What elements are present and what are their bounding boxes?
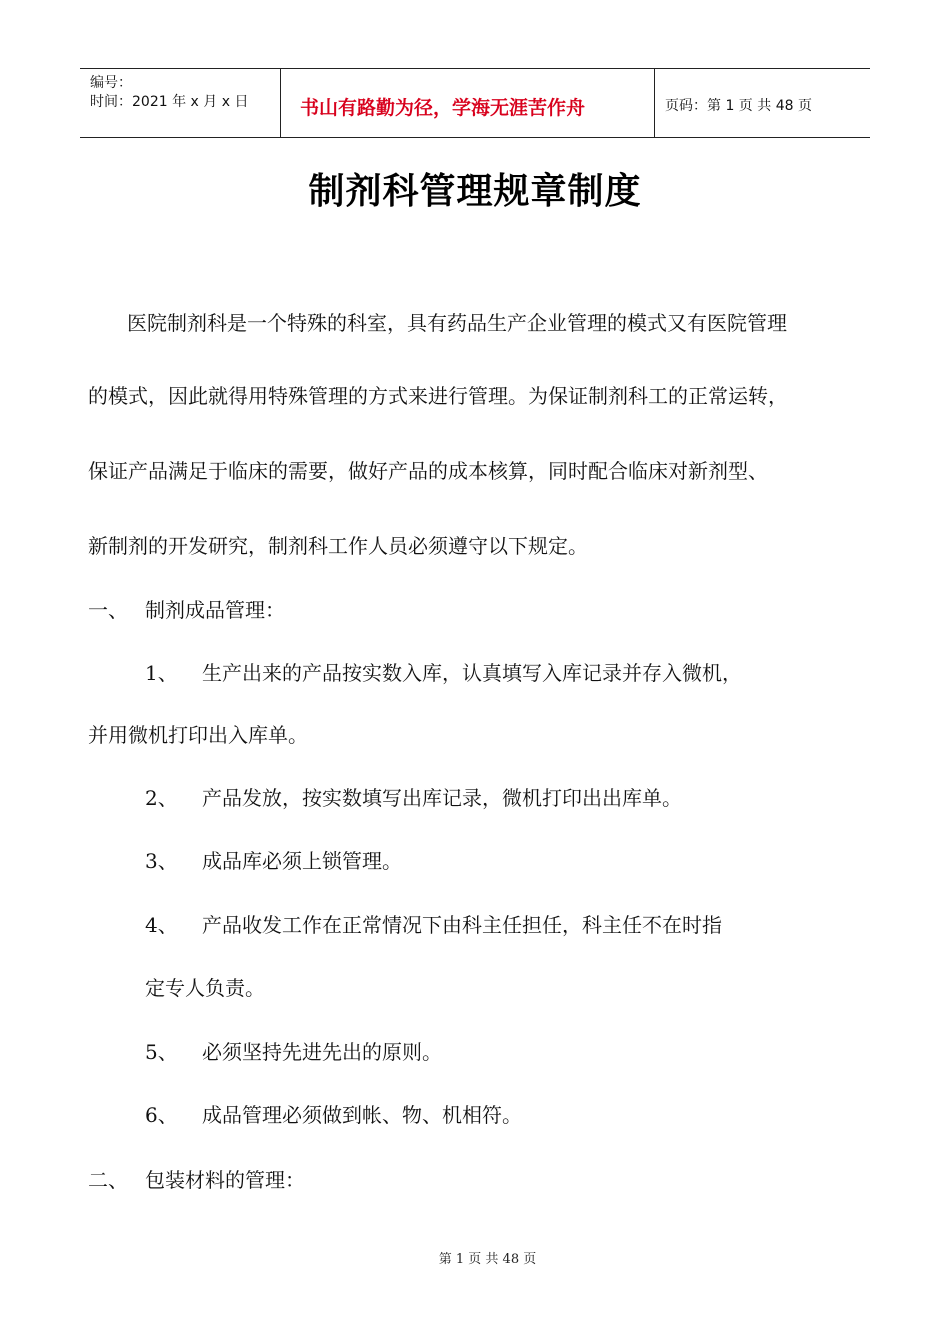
- paragraph-line: 新制剂的开发研究，制剂科工作人员必须遵守以下规定。: [88, 534, 588, 558]
- paragraph-line: 医院制剂科是一个特殊的科室，具有药品生产企业管理的模式又有医院管理: [127, 311, 787, 335]
- list-item-number: 3、: [145, 849, 178, 873]
- header-motto: 书山有路勤为径，学海无涯苦作舟: [300, 97, 586, 119]
- list-item-text: 产品发放，按实数填写出库记录，微机打印出出库单。: [202, 786, 682, 810]
- document-header: [80, 68, 870, 138]
- document-date-label: 时间：2021 年 x 月 x 日: [90, 94, 249, 110]
- list-item-text: 产品收发工作在正常情况下由科主任担任，科主任不在时指: [202, 913, 722, 937]
- section-number: 二、: [88, 1168, 128, 1192]
- document-title: 制剂科管理规章制度: [308, 171, 642, 212]
- list-item-number: 4、: [145, 913, 178, 937]
- list-item-number: 5、: [145, 1040, 178, 1064]
- paragraph-line: 保证产品满足于临床的需要，做好产品的成本核算，同时配合临床对新剂型、: [88, 459, 768, 483]
- section-number: 一、: [88, 598, 128, 622]
- section-title: 包装材料的管理：: [145, 1168, 305, 1192]
- list-item-continuation: 并用微机打印出入库单。: [88, 723, 308, 747]
- header-page-cell: [655, 69, 870, 137]
- list-item-text: 必须坚持先进先出的原则。: [202, 1040, 442, 1064]
- document-number-label: 编号：: [90, 75, 132, 91]
- list-item-continuation: 定专人负责。: [145, 976, 265, 1000]
- list-item-text: 成品库必须上锁管理。: [202, 849, 402, 873]
- header-meta-cell: [80, 69, 281, 137]
- page-footer: 第 1 页 共 48 页: [438, 1252, 537, 1267]
- list-item-text: 生产出来的产品按实数入库，认真填写入库记录并存入微机，: [202, 661, 742, 685]
- list-item-number: 6、: [145, 1103, 178, 1127]
- list-item-number: 1、: [145, 661, 178, 685]
- list-item-text: 成品管理必须做到帐、物、机相符。: [202, 1103, 522, 1127]
- list-item-number: 2、: [145, 786, 178, 810]
- header-motto-cell: [281, 69, 655, 137]
- header-page-indicator: 页码：第 1 页 共 48 页: [665, 98, 812, 114]
- section-title: 制剂成品管理：: [145, 598, 285, 622]
- paragraph-line: 的模式，因此就得用特殊管理的方式来进行管理。为保证制剂科工的正常运转，: [88, 384, 788, 408]
